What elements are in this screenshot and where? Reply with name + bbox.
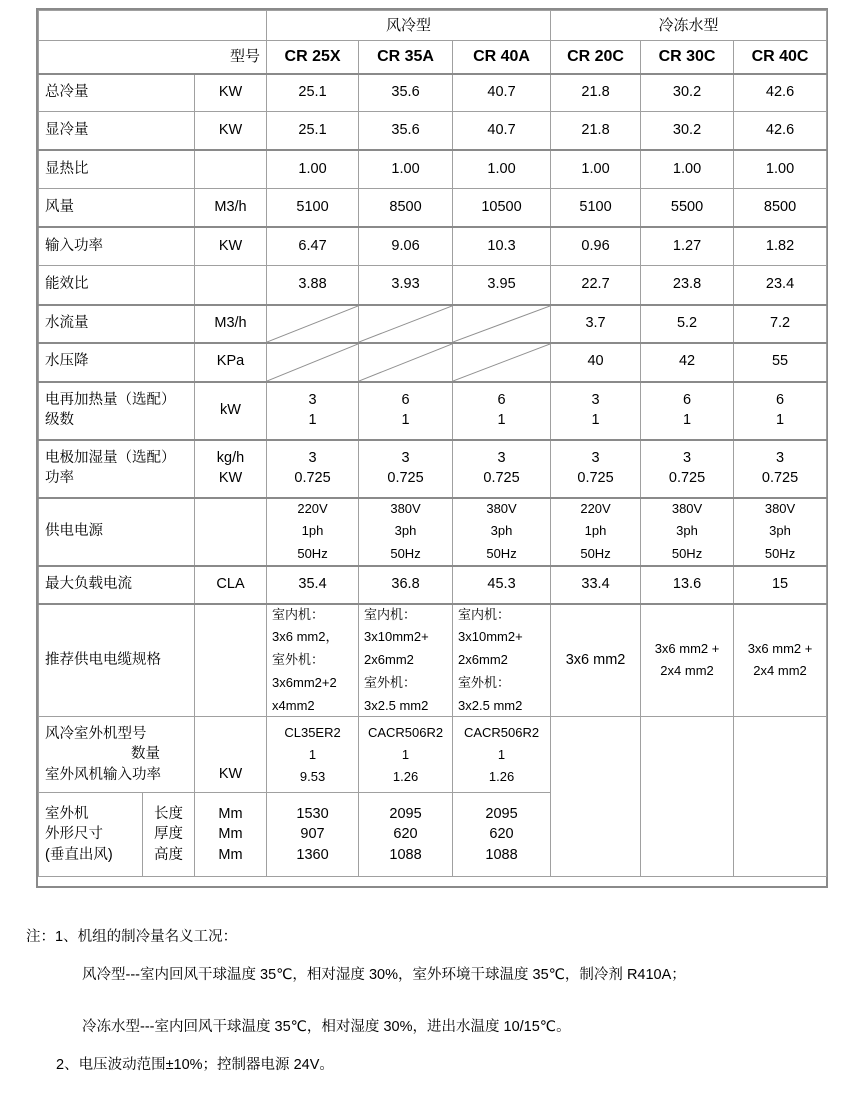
row-unit: Mm Mm Mm [195, 793, 267, 877]
row-max-current [39, 566, 827, 604]
cell: 35.6 [359, 74, 453, 112]
cell: 3 0.725 [359, 440, 453, 498]
cell: 15 [734, 566, 827, 604]
row-unit: KW [195, 227, 267, 266]
note-2: 2、电压波动范围±10%；控制器电源 24V。 [56, 1057, 334, 1073]
cell: 2095 620 1088 [453, 793, 551, 877]
cell: 3.88 [267, 266, 359, 305]
row-label: 水压降 [39, 343, 195, 382]
cell: 42.6 [734, 74, 827, 112]
row-unit: KPa [195, 343, 267, 382]
cell: 42.6 [734, 112, 827, 150]
model-label: 型号 [39, 41, 267, 74]
row-reheat [39, 382, 827, 440]
row-label: 输入功率 [39, 227, 195, 266]
row-unit [195, 266, 267, 305]
cell: 6.47 [267, 227, 359, 266]
cell: 380V 3ph 50Hz [641, 498, 734, 566]
cell: 22.7 [551, 266, 641, 305]
cell: 0.96 [551, 227, 641, 266]
note-air-cooled-conditions: 风冷型---室内回风干球温度 35℃，相对湿度 30%，室外环境干球温度 35℃，制冷剂 R410A； [82, 967, 686, 983]
cell: 室内机： 3x6 mm2， 室外机： 3x6mm2+2 x4mm2 [267, 604, 359, 717]
row-cable-spec [39, 604, 827, 717]
cell: 30.2 [641, 112, 734, 150]
cell: 1.00 [453, 150, 551, 189]
group-air-cooled: 风冷型 [267, 11, 551, 41]
cell: 1.00 [641, 150, 734, 189]
row-humidifier [39, 440, 827, 498]
cell: 6 1 [453, 382, 551, 440]
not-applicable-cell [453, 305, 551, 343]
row-unit: KW [195, 74, 267, 112]
cell: 5500 [641, 189, 734, 227]
cell: 9.06 [359, 227, 453, 266]
row-total-cooling [39, 74, 827, 112]
cell: 1.00 [734, 150, 827, 189]
cell: 3x6 mm2 + 2x4 mm2 [641, 604, 734, 717]
row-power-supply [39, 498, 827, 566]
row-label: 电极加湿量（选配） 功率 [39, 440, 195, 498]
cell: 2095 620 1088 [359, 793, 453, 877]
row-sensible-cooling [39, 112, 827, 150]
model-cr35a: CR 35A [359, 41, 453, 74]
cell: 3 0.725 [641, 440, 734, 498]
not-applicable-cell [267, 343, 359, 382]
cell: CACR506R2 1 1.26 [453, 717, 551, 793]
cell: 3 0.725 [267, 440, 359, 498]
cell: 380V 3ph 50Hz [734, 498, 827, 566]
row-unit: KW [195, 112, 267, 150]
row-outdoor-unit [39, 717, 827, 793]
cell: 3.95 [453, 266, 551, 305]
cell: 1.00 [359, 150, 453, 189]
row-label: 推荐供电电缆规格 [39, 604, 195, 717]
cell: 42 [641, 343, 734, 382]
row-unit: M3/h [195, 189, 267, 227]
not-applicable-cell [453, 343, 551, 382]
cell: 1.82 [734, 227, 827, 266]
cell: 40.7 [453, 112, 551, 150]
cell: 3.93 [359, 266, 453, 305]
spec-table-frame [36, 8, 828, 888]
cell: 30.2 [641, 74, 734, 112]
cell: 33.4 [551, 566, 641, 604]
cell: 55 [734, 343, 827, 382]
row-unit [195, 498, 267, 566]
cell: 380V 3ph 50Hz [453, 498, 551, 566]
row-unit [195, 604, 267, 717]
cell: 1530 907 1360 [267, 793, 359, 877]
not-applicable-cell [359, 305, 453, 343]
cell: 220V 1ph 50Hz [551, 498, 641, 566]
row-unit: kW [195, 382, 267, 440]
cell: 8500 [359, 189, 453, 227]
cell: 10.3 [453, 227, 551, 266]
note-chilled-water-conditions: 冷冻水型---室内回风干球温度 35℃，相对湿度 30%，进出水温度 10/15℃。 [82, 1019, 571, 1035]
row-unit: CLA [195, 566, 267, 604]
row-label: 能效比 [39, 266, 195, 305]
cell: 1.27 [641, 227, 734, 266]
empty-cell [641, 717, 734, 877]
row-label: 最大负载电流 [39, 566, 195, 604]
cell: CACR506R2 1 1.26 [359, 717, 453, 793]
cell: 6 1 [359, 382, 453, 440]
cell: 8500 [734, 189, 827, 227]
empty-cell [734, 717, 827, 877]
row-unit: M3/h [195, 305, 267, 343]
model-cr40a: CR 40A [453, 41, 551, 74]
model-cr40c: CR 40C [734, 41, 827, 74]
cell: 7.2 [734, 305, 827, 343]
model-cr20c: CR 20C [551, 41, 641, 74]
row-label: 电再加热量（选配） 级数 [39, 382, 195, 440]
cell: 23.8 [641, 266, 734, 305]
cell: 室内机： 3x10mm2+ 2x6mm2 室外机： 3x2.5 mm2 [453, 604, 551, 717]
cell: 25.1 [267, 112, 359, 150]
cell: 5100 [267, 189, 359, 227]
row-shr [39, 150, 827, 189]
cell: 220V 1ph 50Hz [267, 498, 359, 566]
cell: 3.7 [551, 305, 641, 343]
dimension-labels: 长度 厚度 高度 [143, 793, 195, 877]
row-label: 风量 [39, 189, 195, 227]
row-label: 显冷量 [39, 112, 195, 150]
empty-cell [551, 717, 641, 877]
row-label: 风冷室外机型号 数量 室外风机输入功率 [39, 717, 195, 793]
cell: 1.00 [551, 150, 641, 189]
cell: 23.4 [734, 266, 827, 305]
spec-table [38, 10, 827, 877]
row-airflow [39, 189, 827, 227]
row-unit [195, 150, 267, 189]
cell: CL35ER2 1 9.53 [267, 717, 359, 793]
row-input-power [39, 227, 827, 266]
cell: 5.2 [641, 305, 734, 343]
cell: 3x6 mm2 [551, 604, 641, 717]
cell: 40 [551, 343, 641, 382]
row-label: 供电电源 [39, 498, 195, 566]
cell: 室内机： 3x10mm2+ 2x6mm2 室外机： 3x2.5 mm2 [359, 604, 453, 717]
cell: 3 1 [267, 382, 359, 440]
cell: 25.1 [267, 74, 359, 112]
cell: 21.8 [551, 74, 641, 112]
cell: 45.3 [453, 566, 551, 604]
row-label: 室外机 外形尺寸 (垂直出风) [39, 793, 143, 877]
cell: 35.6 [359, 112, 453, 150]
row-label: 总冷量 [39, 74, 195, 112]
row-unit: KW [195, 717, 267, 793]
row-water-flow [39, 305, 827, 343]
model-cr25x: CR 25X [267, 41, 359, 74]
row-unit: kg/h KW [195, 440, 267, 498]
not-applicable-cell [359, 343, 453, 382]
cell: 6 1 [734, 382, 827, 440]
cell: 3 0.725 [453, 440, 551, 498]
group-chilled-water: 冷冻水型 [551, 11, 827, 41]
cell: 3x6 mm2 + 2x4 mm2 [734, 604, 827, 717]
cell: 3 0.725 [551, 440, 641, 498]
note-1: 注：1、机组的制冷量名义工况： [26, 929, 238, 945]
cell: 380V 3ph 50Hz [359, 498, 453, 566]
cell: 3 1 [551, 382, 641, 440]
cell: 5100 [551, 189, 641, 227]
cell: 40.7 [453, 74, 551, 112]
not-applicable-cell [267, 305, 359, 343]
cell: 3 0.725 [734, 440, 827, 498]
corner-cell [39, 11, 267, 41]
row-water-pressure-drop [39, 343, 827, 382]
row-eer [39, 266, 827, 305]
row-label: 显热比 [39, 150, 195, 189]
cell: 36.8 [359, 566, 453, 604]
cell: 10500 [453, 189, 551, 227]
row-label: 水流量 [39, 305, 195, 343]
cell: 21.8 [551, 112, 641, 150]
cell: 13.6 [641, 566, 734, 604]
cell: 35.4 [267, 566, 359, 604]
cell: 6 1 [641, 382, 734, 440]
model-cr30c: CR 30C [641, 41, 734, 74]
cell: 1.00 [267, 150, 359, 189]
